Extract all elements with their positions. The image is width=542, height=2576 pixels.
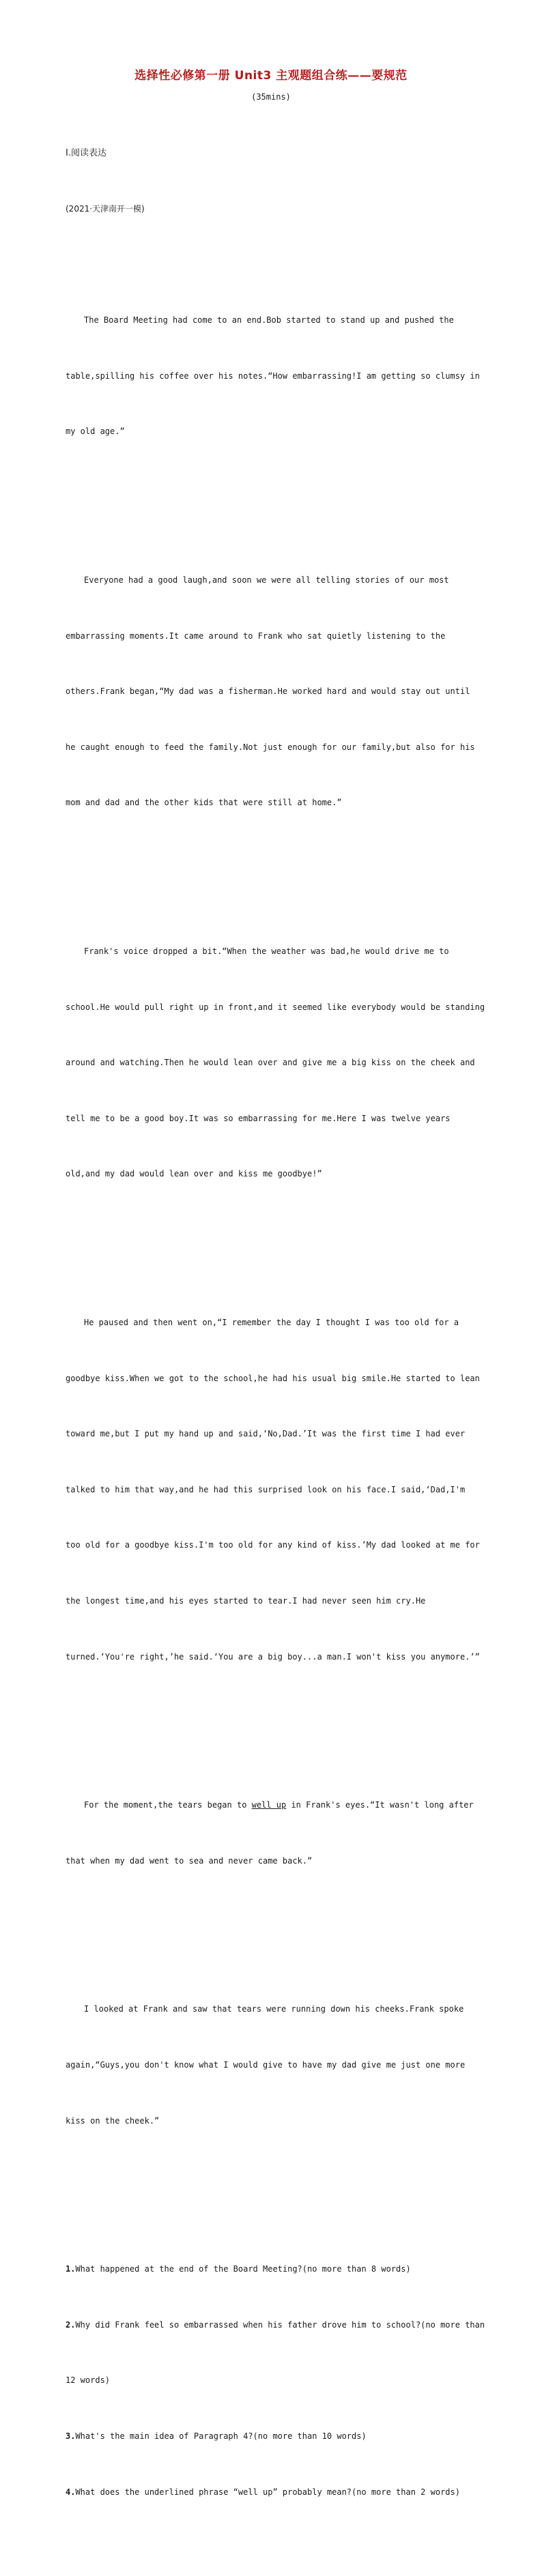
text-line: toward me,but I put my hand up and said,‘No,Dad.’It was the first time I had ever [66, 1429, 466, 1439]
text-line: Frank's voice dropped a bit.“When the weather was bad,he would drive me to [84, 946, 449, 956]
text-line: my old age.” [66, 426, 125, 437]
text-line: others.Frank began,“My dad was a fisherman.He worked hard and would stay out until [66, 686, 470, 697]
text-line [66, 1796, 475, 1814]
question-item [66, 2427, 475, 2446]
text-line: mom and dad and the other kids that were still at home.” [66, 798, 342, 808]
text-fragment: in Frank's eyes.“It wasn't long after [286, 1800, 474, 1810]
paragraph-6 [66, 1963, 475, 2167]
text-line: talked to him that way,and he had this surprised look on his face.I said,‘Dad,I'm [66, 1484, 466, 1494]
question-item [66, 2316, 485, 2334]
text-line: around and watching.Then he would lean over and give me a big kiss on the cheek and [66, 1058, 475, 1068]
question-number: 4. [66, 2487, 76, 2497]
paragraph-5 [66, 1759, 475, 1908]
text-line: again,“Guys,you don't know what I would give to have my dad give me just one more [66, 2059, 466, 2070]
question-number: 3. [66, 2431, 76, 2441]
question-text: Why did Frank feel so embarrassed when his father drove him to school?(no more than [75, 2319, 485, 2330]
worksheet-content [66, 107, 485, 2576]
text-line: he caught enough to feed the family.Not just enough for our family,but also for his [66, 742, 475, 752]
paragraph-1 [66, 274, 480, 478]
section-heading: Ⅰ.阅读表达 [66, 148, 106, 159]
question-text: What does the underlined phrase “well up” probably mean?(no more than 2 words) [75, 2487, 460, 2497]
source-note: (2021·天津南开一模) [66, 204, 145, 214]
underlined-phrase: well up [251, 1800, 287, 1810]
text-line: table,spilling his coffee over his notes.“How embarrassing!I am getting so clumsy in [66, 371, 480, 381]
text-line: the longest time,and his eyes started to tear.I had never seen him cry.He [66, 1595, 426, 1606]
text-line: turned.‘You're right,’he said.‘You are a big boy...a man.I won't kiss you anymore.’” [66, 1651, 480, 1662]
text-line: The Board Meeting had come to an end.Bob started to stand up and pushed the [84, 315, 454, 325]
question-text: What happened at the end of the Board Meeting?(no more than 8 words) [75, 2264, 411, 2274]
text-line: too old for a goodbye kiss.I'm too old for any kind of kiss.’My dad looked at me for [66, 1540, 480, 1550]
text-fragment: For the moment,the tears began to [84, 1800, 252, 1810]
text-line: kiss on the cheek.” [66, 2115, 160, 2126]
question-number: 1. [66, 2264, 76, 2274]
paragraph-3 [66, 906, 485, 1221]
text-line: old,and my dad would lean over and kiss me goodbye!” [66, 1169, 322, 1179]
question-item [66, 2483, 475, 2502]
text-line: school.He would pull right up in front,and it seemed like everybody would be standing [66, 1002, 485, 1012]
text-line: I looked at Frank and saw that tears were running down his cheeks.Frank spoke [84, 2004, 464, 2014]
question-number: 2. [66, 2319, 76, 2330]
text-line: tell me to be a good boy.It was so embarrassing for me.Here I was twelve years [66, 1113, 451, 1123]
text-line: embarrassing moments.It came around to Frank who sat quietly listening to the [66, 631, 446, 641]
question-text-continued: 12 words) [66, 2375, 111, 2386]
text-line: Everyone had a good laugh,and soon we were all telling stories of our most [84, 575, 449, 585]
paragraph-2 [66, 534, 475, 850]
text-line: that when my dad went to sea and never came back.” [66, 1855, 313, 1866]
text-line: He paused and then went on,“I remember the day I thought I was too old for a [84, 1317, 459, 1327]
page-title: 选择性必修第一册 Unit3 主观题组合练——要规范 [134, 69, 408, 83]
text-line: goodbye kiss.When we got to the school,he had his usual big smile.He started to lean [66, 1373, 480, 1383]
time-limit: (35mins) [251, 92, 291, 102]
question-list [66, 2223, 485, 2538]
question-text: What's the main idea of Paragraph 4?(no more than 10 words) [75, 2431, 367, 2441]
question-item [66, 2260, 475, 2278]
paragraph-4 [66, 1277, 480, 1704]
